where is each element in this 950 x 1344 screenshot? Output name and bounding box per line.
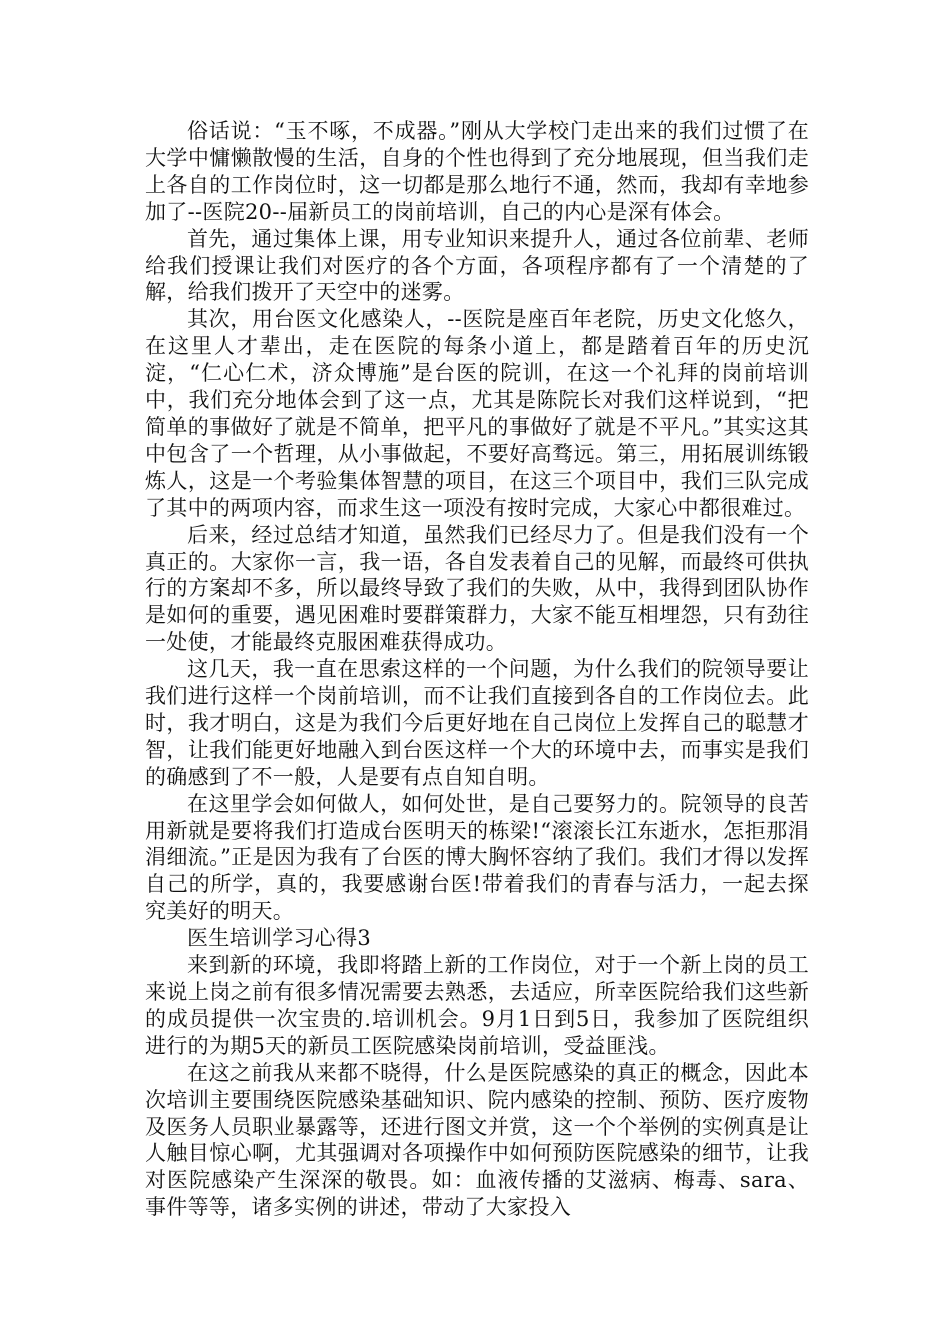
section-title: 医生培训学习心得3 <box>187 926 372 951</box>
paragraph: 首先，通过集体上课，用专业知识来提升人，通过各位前辈、老师给我们授课让我们对医疗的各个方面，各项程序都有了一个清楚的了解，给我们拨开了天空中的迷雾。 <box>145 226 809 305</box>
paragraph: 其次，用台医文化感染人，--医院是座百年老院，历史文化悠久，在这里人才辈出，走在医院的每条小道上，都是踏着百年的历史沉淀，“仁心仁术，济众博施”是台医的院训，在这一个礼拜的岗前培训中，我们充分地体会到了这一点，尤其是陈院长对我们这样说到，“把简单的事做好了就是不简单，把平凡的事做好了就是不平凡。”其实这其中包含了一个哲理，从小事做起，不要好高骛远。第三，用拓展训练锻炼人，这是一个考验集体智慧的项目，在这三个项目中，我们三队完成了其中的两项内容，而求生这一项没有按时完成，大家心中都很难过。 <box>145 307 809 520</box>
paragraph: 后来，经过总结才知道，虽然我们已经尽力了。但是我们没有一个真正的。大家你一言，我一语，各自发表着自己的见解，而最终可供执行的方案却不多，所以最终导致了我们的失败，从中，我得到团队协作是如何的重要，遇见困难时要群策群力，大家不能互相埋怨，只有劲往一处使，才能最终克服困难获得成功。 <box>145 522 809 655</box>
paragraph: 来到新的环境，我即将踏上新的工作岗位，对于一个新上岗的员工来说上岗之前有很多情况需要去熟悉，去适应，所幸医院给我们这些新的成员提供一次宝贵的.培训机会。9月1日到5日，我参加了医院组织进行的为期5天的新员工医院感染岗前培训，受益匪浅。 <box>145 953 809 1058</box>
paragraph: 在这里学会如何做人，如何处世，是自己要努力的。院领导的良苦用新就是要将我们打造成台医明天的栋梁!“滚滚长江东逝水，怎拒那涓涓细流。”正是因为我有了台医的博大胸怀容纳了我们。我们才得以发挥自己的所学，真的，我要感谢台医!带着我们的青春与活力，一起去探究美好的明天。 <box>145 791 809 924</box>
paragraph: 在这之前我从来都不晓得，什么是医院感染的真正的概念，因此本次培训主要围绕医院感染基础知识、院内感染的控制、预防、医疗废物及医务人员职业暴露等，还进行图文并赏，这一个个举例的实例真是让人触目惊心啊，尤其强调对各项操作中如何预防医院感染的细节，让我对医院感染产生深深的敬畏。如：血液传播的艾滋病、梅毒、sara、事件等等，诸多实例的讲述，带动了大家投入 <box>145 1060 809 1220</box>
paragraph: 这几天，我一直在思索这样的一个问题，为什么我们的院领导要让我们进行这样一个岗前培训，而不让我们直接到各自的工作岗位去。此时，我才明白，这是为我们今后更好地在自己岗位上发挥自己的聪慧才智，让我们能更好地融入到台医这样一个大的环境中去，而事实是我们的确感到了不一般，人是要有点自知自明。 <box>145 657 809 789</box>
document-body <box>145 118 809 1221</box>
paragraph: 俗话说：“玉不啄，不成器。”刚从大学校门走出来的我们过惯了在大学中慵懒散慢的生活，自身的个性也得到了充分地展现，但当我们走上各自的工作岗位时，这一切都是那么地行不通，然而，我却有幸地参加了--医院20--届新员工的岗前培训，自己的内心是深有体会。 <box>145 119 809 224</box>
